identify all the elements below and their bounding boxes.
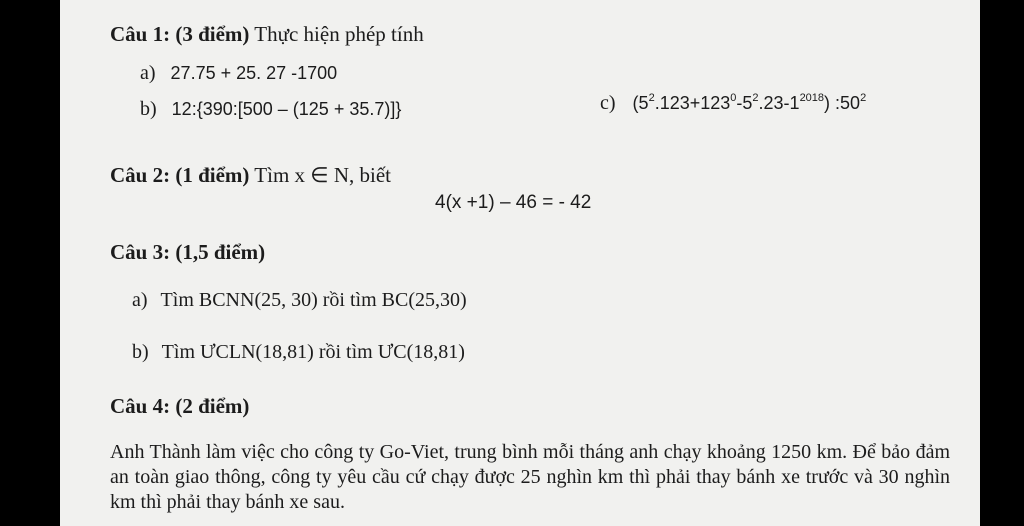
q1-c-part: .123+123: [654, 93, 731, 113]
q2-text: Tìm x ∈ N, biết: [254, 163, 391, 187]
q1-b-expression: 12:{390:[500 – (125 + 35.7)]}: [171, 99, 402, 119]
q1-item-c: [600, 92, 866, 115]
q1-c-part: -5: [736, 93, 753, 113]
q3-item-a: [132, 289, 467, 312]
q1-c-exponent: 2: [648, 92, 655, 104]
q1-c-part: .23-1: [758, 93, 800, 113]
q1-c-exponent: 2018: [799, 92, 825, 104]
q1-c-exponent: 0: [730, 92, 737, 104]
q1-c-expression: [633, 93, 867, 113]
q2-equation: 4(x +1) – 46 = - 42: [435, 192, 592, 213]
q3-a-label: a): [132, 289, 148, 311]
q1-c-part: (5: [632, 93, 649, 113]
q1-c-label: c): [600, 92, 616, 114]
q1-c-exponent: 2: [860, 92, 867, 104]
q4-heading: [110, 394, 249, 419]
worksheet-page: [60, 0, 980, 526]
q1-a-label: a): [140, 62, 156, 84]
q3-a-text: Tìm BCNN(25, 30) rồi tìm BC(25,30): [160, 289, 467, 311]
q1-c-exponent: 2: [752, 92, 759, 104]
q1-label: Câu 1: (3 điểm): [110, 22, 250, 46]
q1-item-b: [140, 98, 401, 121]
q2-heading: [110, 163, 391, 188]
q3-b-label: b): [132, 341, 149, 363]
q4-label: Câu 4: (2 điểm): [110, 394, 250, 418]
q1-text: Thực hiện phép tính: [254, 22, 424, 46]
q1-c-part: ) :50: [824, 93, 861, 113]
q3-b-text: Tìm ƯCLN(18,81) rồi tìm ƯC(18,81): [161, 341, 465, 363]
q1-b-label: b): [140, 98, 157, 120]
q2-label: Câu 2: (1 điểm): [110, 163, 250, 187]
q1-heading: [110, 22, 424, 47]
q1-a-expression: 27.75 + 25. 27 -1700: [170, 63, 338, 83]
q3-label: Câu 3: (1,5 điểm): [110, 240, 266, 264]
q4-paragraph: Anh Thành làm việc cho công ty Go-Viet, trung bình mỗi tháng anh chạy khoảng 1250 km. Để bảo đảm an toàn giao thông, công ty yêu cầu cứ chạy được 25 nghìn km thì phải thay bánh xe trước và 30 nghìn km thì phải thay bánh xe sau.: [110, 441, 950, 513]
q1-item-a: [140, 62, 337, 85]
q3-item-b: [132, 341, 465, 364]
q3-heading: [110, 240, 265, 265]
